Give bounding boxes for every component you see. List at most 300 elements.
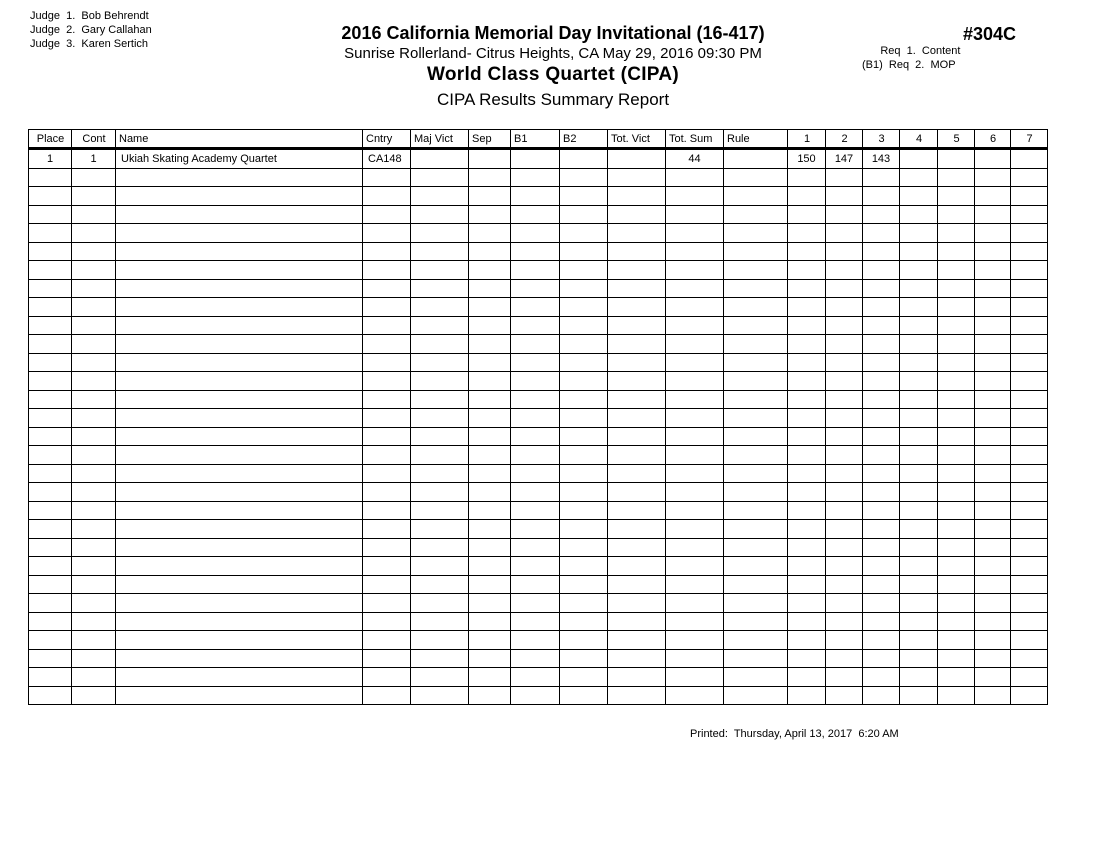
table-cell [788,464,826,483]
table-cell [900,631,938,650]
table-cell [72,612,116,631]
table-cell [666,501,724,520]
table-cell [469,575,511,594]
table-cell [826,205,863,224]
table-cell [938,242,975,261]
table-cell [788,187,826,206]
table-cell [608,575,666,594]
table-row [29,242,1048,261]
table-cell [116,224,363,243]
table-cell [863,298,900,317]
table-cell [1011,464,1048,483]
table-cell [469,372,511,391]
table-cell [72,187,116,206]
table-cell [363,316,411,335]
table-cell [900,649,938,668]
table-cell [116,501,363,520]
column-header: Sep [469,130,511,149]
table-cell [116,612,363,631]
table-cell [608,205,666,224]
judge-2: Judge 2. Gary Callahan [30,24,152,36]
table-cell [900,668,938,687]
table-cell [666,631,724,650]
table-cell [900,316,938,335]
table-cell [863,501,900,520]
table-cell [1011,353,1048,372]
table-cell [29,594,72,613]
table-cell [788,686,826,705]
table-cell [72,390,116,409]
table-cell [1011,187,1048,206]
table-cell [826,557,863,576]
table-cell [826,168,863,187]
table-cell [724,538,788,557]
table-cell [116,242,363,261]
table-cell [666,353,724,372]
table-cell [560,594,608,613]
table-cell [863,631,900,650]
table-cell [863,668,900,687]
table-cell [938,224,975,243]
event-title: World Class Quartet (CIPA) [426,64,680,85]
table-cell [608,261,666,280]
table-cell [975,353,1011,372]
table-cell [511,464,560,483]
table-cell [72,520,116,539]
table-cell [511,168,560,187]
table-cell [411,372,469,391]
table-cell [788,372,826,391]
table-cell [29,372,72,391]
table-cell [938,316,975,335]
printed-timestamp: Printed: Thursday, April 13, 2017 6:20 AM [690,728,899,740]
table-cell [411,612,469,631]
table-cell [724,575,788,594]
table-cell [608,149,666,169]
table-cell [938,168,975,187]
table-cell [788,298,826,317]
table-cell [1011,224,1048,243]
table-cell [116,520,363,539]
table-cell [863,649,900,668]
table-cell [826,298,863,317]
table-cell [666,427,724,446]
table-cell [560,483,608,502]
table-cell [511,316,560,335]
table-cell [116,261,363,280]
table-row [29,464,1048,483]
table-cell [724,335,788,354]
table-cell [975,557,1011,576]
table-cell [469,612,511,631]
table-cell [900,538,938,557]
table-cell [863,390,900,409]
table-cell [826,464,863,483]
table-row [29,668,1048,687]
table-cell [900,390,938,409]
table-cell [1011,242,1048,261]
table-cell [666,224,724,243]
table-cell [826,686,863,705]
table-cell [724,686,788,705]
table-cell [469,409,511,428]
table-cell [788,538,826,557]
table-cell [469,316,511,335]
table-row [29,187,1048,206]
table-cell [560,557,608,576]
table-cell [469,390,511,409]
table-cell [608,483,666,502]
table-row [29,224,1048,243]
table-cell [560,575,608,594]
table-cell: 147 [826,149,863,169]
table-cell [666,242,724,261]
table-cell [608,538,666,557]
table-row [29,372,1048,391]
table-cell [724,631,788,650]
table-cell [116,335,363,354]
table-cell [608,520,666,539]
table-cell [411,557,469,576]
table-cell [666,390,724,409]
table-cell [560,409,608,428]
table-cell [900,261,938,280]
table-cell [72,501,116,520]
table-cell [511,446,560,465]
table-row [29,575,1048,594]
table-cell [975,501,1011,520]
column-header: Tot. Sum [666,130,724,149]
table-cell [975,316,1011,335]
table-cell [666,168,724,187]
table-cell [1011,594,1048,613]
table-cell [724,187,788,206]
table-cell [511,649,560,668]
table-cell [826,279,863,298]
table-cell [363,353,411,372]
table-cell [724,649,788,668]
table-cell [363,538,411,557]
table-cell [72,483,116,502]
table-cell [411,686,469,705]
table-cell [116,594,363,613]
table-row [29,686,1048,705]
table-cell [363,612,411,631]
table-cell [469,298,511,317]
table-cell [363,205,411,224]
table-cell [411,464,469,483]
table-cell [608,464,666,483]
table-cell [608,372,666,391]
table-cell [411,353,469,372]
table-cell [560,168,608,187]
column-header: 4 [900,130,938,149]
table-cell [975,279,1011,298]
table-cell [560,353,608,372]
table-cell [666,409,724,428]
table-cell [560,224,608,243]
table-cell [975,464,1011,483]
table-cell [363,409,411,428]
table-cell [900,557,938,576]
table-cell [116,168,363,187]
table-cell [363,224,411,243]
table-cell [666,298,724,317]
table-cell [511,372,560,391]
table-cell [608,224,666,243]
table-cell [863,575,900,594]
table-cell [411,668,469,687]
table-cell [938,353,975,372]
table-cell [363,446,411,465]
table-cell [724,594,788,613]
table-row [29,149,1048,169]
table-cell [511,261,560,280]
table-cell [608,242,666,261]
table-cell [469,261,511,280]
table-row [29,427,1048,446]
table-cell [788,427,826,446]
table-cell [116,205,363,224]
column-header: Cont [72,130,116,149]
table-row [29,557,1048,576]
table-cell [900,575,938,594]
table-cell [560,427,608,446]
table-cell [511,575,560,594]
column-header: Cntry [363,130,411,149]
table-cell [116,649,363,668]
table-cell [469,242,511,261]
table-cell [469,464,511,483]
report-title: CIPA Results Summary Report [436,90,670,109]
table-cell [469,224,511,243]
table-cell [411,594,469,613]
table-cell [666,261,724,280]
table-cell [975,649,1011,668]
table-cell [363,631,411,650]
table-cell [938,205,975,224]
table-cell [116,668,363,687]
table-cell [511,224,560,243]
table-cell [116,446,363,465]
table-row [29,390,1048,409]
table-row [29,335,1048,354]
table-cell [1011,205,1048,224]
table-cell [938,390,975,409]
table-cell: 1 [29,149,72,169]
table-cell [666,316,724,335]
table-cell [938,686,975,705]
table-cell [72,557,116,576]
table-cell [863,409,900,428]
table-cell [900,483,938,502]
table-cell [1011,520,1048,539]
table-cell [116,427,363,446]
table-cell [938,483,975,502]
table-cell [511,501,560,520]
table-cell [116,483,363,502]
table-cell [900,187,938,206]
column-header: Place [29,130,72,149]
table-cell [511,353,560,372]
table-cell [826,390,863,409]
table-cell [469,353,511,372]
table-cell [363,649,411,668]
table-cell [29,205,72,224]
table-cell [826,372,863,391]
table-cell [788,242,826,261]
table-cell [411,205,469,224]
table-cell [724,279,788,298]
table-cell [1011,298,1048,317]
table-cell [900,205,938,224]
table-cell [900,335,938,354]
table-cell [469,668,511,687]
table-cell [938,631,975,650]
table-cell [1011,483,1048,502]
table-cell [469,501,511,520]
table-cell [72,538,116,557]
table-cell [469,538,511,557]
table-cell [666,483,724,502]
table-cell [29,575,72,594]
table-cell [938,446,975,465]
table-cell [938,668,975,687]
table-cell [975,409,1011,428]
table-cell [116,279,363,298]
table-cell [411,409,469,428]
table-cell [29,168,72,187]
table-cell [900,594,938,613]
table-cell [975,668,1011,687]
table-cell [72,575,116,594]
table-cell [1011,631,1048,650]
table-cell [72,316,116,335]
table-cell [560,612,608,631]
table-cell [863,224,900,243]
table-cell: 143 [863,149,900,169]
table-cell [900,298,938,317]
table-row [29,298,1048,317]
table-cell [608,316,666,335]
table-cell [666,538,724,557]
table-cell [938,427,975,446]
table-cell [826,501,863,520]
table-cell [29,631,72,650]
column-header: Rule [724,130,788,149]
table-cell [511,149,560,169]
table-cell [975,427,1011,446]
table-cell [560,520,608,539]
table-cell [363,168,411,187]
table-cell [411,168,469,187]
table-cell [560,372,608,391]
table-cell [938,298,975,317]
table-cell [724,353,788,372]
table-cell [975,686,1011,705]
column-header: 5 [938,130,975,149]
table-cell [975,298,1011,317]
table-cell [863,316,900,335]
table-cell [116,538,363,557]
table-cell [116,353,363,372]
table-cell [469,483,511,502]
table-cell [560,446,608,465]
table-cell [29,390,72,409]
table-cell [469,649,511,668]
table-cell [29,316,72,335]
table-cell [363,501,411,520]
table-cell [511,631,560,650]
table-cell [560,279,608,298]
table-cell [560,538,608,557]
table-cell [560,187,608,206]
table-cell [363,686,411,705]
table-cell [608,390,666,409]
table-cell [560,501,608,520]
table-cell [469,187,511,206]
table-cell [975,390,1011,409]
table-cell [363,372,411,391]
table-cell [116,187,363,206]
table-cell [29,668,72,687]
table-cell [469,279,511,298]
table-cell [938,520,975,539]
table-cell [863,464,900,483]
table-cell [72,464,116,483]
table-cell [1011,557,1048,576]
table-cell [29,353,72,372]
table-cell [788,168,826,187]
table-cell [900,353,938,372]
table-cell [560,316,608,335]
table-cell [116,464,363,483]
table-cell [29,427,72,446]
table-cell [608,168,666,187]
table-cell [363,464,411,483]
table-cell [975,631,1011,650]
table-cell [1011,501,1048,520]
table-cell [788,205,826,224]
table-cell [863,335,900,354]
table-cell [938,187,975,206]
table-cell [608,686,666,705]
table-cell [826,668,863,687]
table-cell [788,557,826,576]
table-cell [724,372,788,391]
table-cell [72,353,116,372]
table-cell [469,557,511,576]
table-cell [511,612,560,631]
table-cell [900,427,938,446]
table-cell [116,390,363,409]
table-cell [975,483,1011,502]
table-cell: CA148 [363,149,411,169]
table-cell [363,187,411,206]
table-cell [666,649,724,668]
table-cell [469,427,511,446]
table-cell [469,149,511,169]
table-cell [666,335,724,354]
table-cell [724,261,788,280]
column-header: 2 [826,130,863,149]
table-cell: 44 [666,149,724,169]
table-cell [666,279,724,298]
table-cell [1011,668,1048,687]
table-row [29,612,1048,631]
table-cell [72,335,116,354]
table-cell [826,242,863,261]
